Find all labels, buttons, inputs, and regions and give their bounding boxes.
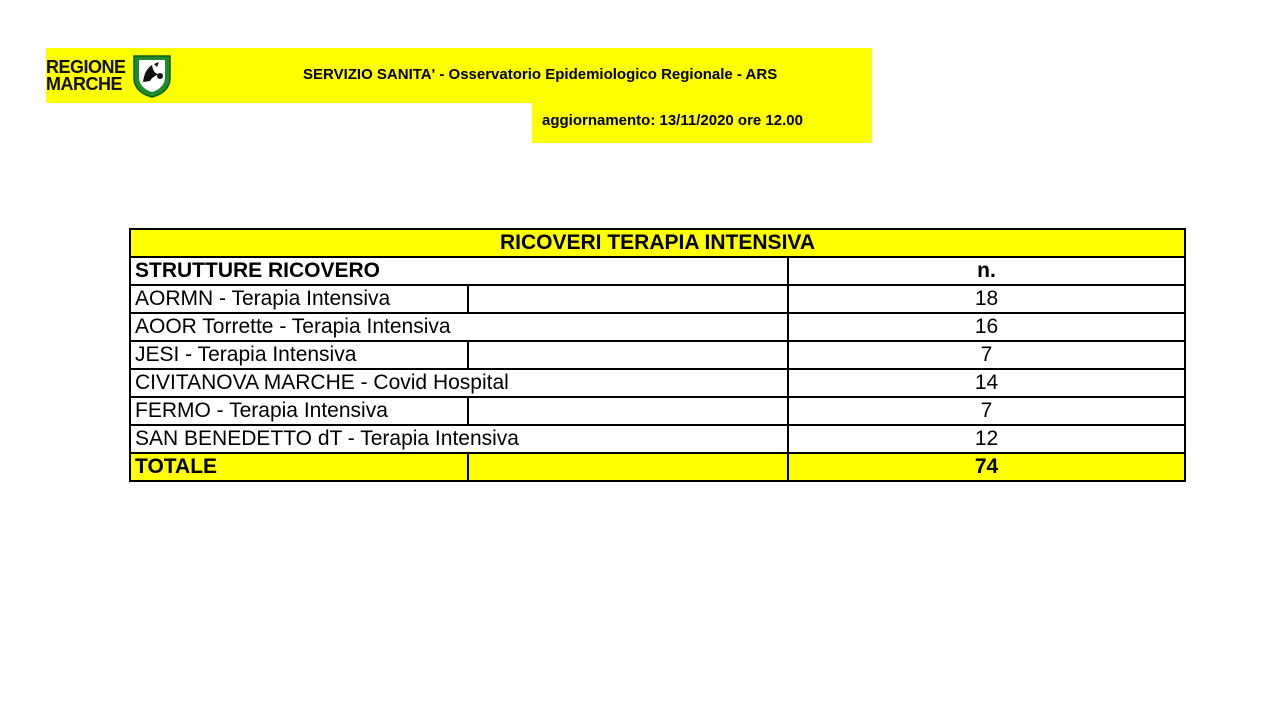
regione-shield-icon bbox=[132, 54, 172, 98]
row-empty-cell bbox=[468, 397, 788, 425]
total-label: TOTALE bbox=[130, 453, 468, 481]
logo-line-2: MARCHE bbox=[46, 74, 122, 94]
row-name: AOOR Torrette - Terapia Intensiva bbox=[130, 313, 788, 341]
row-empty-cell bbox=[468, 285, 788, 313]
table-row bbox=[130, 425, 1185, 453]
row-name: CIVITANOVA MARCHE - Covid Hospital bbox=[130, 369, 788, 397]
total-empty-cell bbox=[468, 453, 788, 481]
row-value: 7 bbox=[788, 341, 1185, 369]
table-row bbox=[130, 285, 1185, 313]
table-row bbox=[130, 341, 1185, 369]
row-value: 18 bbox=[788, 285, 1185, 313]
regione-marche-logo bbox=[46, 54, 172, 98]
row-name: FERMO - Terapia Intensiva bbox=[130, 397, 468, 425]
column-header-count: n. bbox=[788, 257, 1185, 285]
table-row bbox=[130, 369, 1185, 397]
total-value: 74 bbox=[788, 453, 1185, 481]
row-empty-cell bbox=[468, 341, 788, 369]
logo-line-1: REGIONE bbox=[46, 57, 126, 77]
table-title-row bbox=[130, 229, 1185, 257]
table-row bbox=[130, 397, 1185, 425]
table-total-row bbox=[130, 453, 1185, 481]
table-header-row bbox=[130, 257, 1185, 285]
column-header-structure: STRUTTURE RICOVERO bbox=[130, 257, 788, 285]
update-timestamp: aggiornamento: 13/11/2020 ore 12.00 bbox=[542, 112, 803, 129]
table-title: RICOVERI TERAPIA INTENSIVA bbox=[130, 229, 1185, 257]
row-value: 14 bbox=[788, 369, 1185, 397]
icu-admissions-table bbox=[129, 228, 1186, 482]
row-value: 12 bbox=[788, 425, 1185, 453]
row-name: JESI - Terapia Intensiva bbox=[130, 341, 468, 369]
row-name: SAN BENEDETTO dT - Terapia Intensiva bbox=[130, 425, 788, 453]
service-title: SERVIZIO SANITA' - Osservatorio Epidemiologico Regionale - ARS bbox=[303, 66, 778, 83]
table-row bbox=[130, 313, 1185, 341]
row-value: 7 bbox=[788, 397, 1185, 425]
row-value: 16 bbox=[788, 313, 1185, 341]
row-name: AORMN - Terapia Intensiva bbox=[130, 285, 468, 313]
logo-wordmark bbox=[46, 59, 126, 93]
